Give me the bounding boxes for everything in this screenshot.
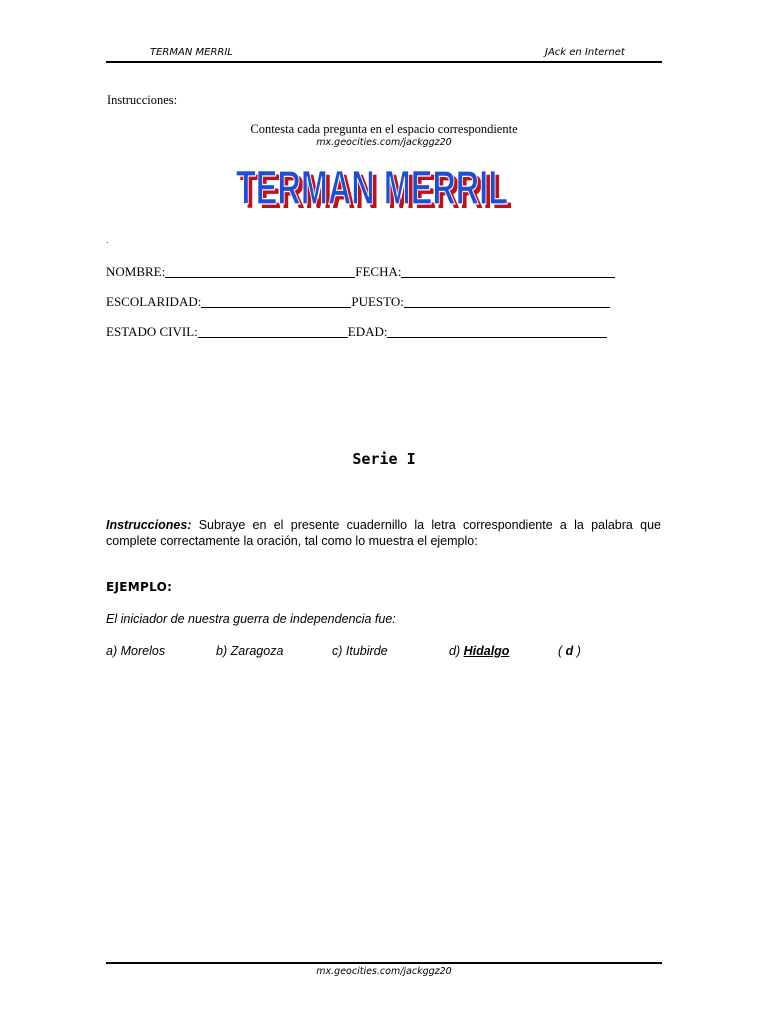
field-label-estado-civil: ESTADO CIVIL:	[106, 324, 198, 339]
logo-shadow-text: TERMAN MERRIL	[240, 166, 512, 219]
form-row-3	[106, 324, 607, 340]
example-answer	[558, 644, 581, 658]
puesto-field[interactable]	[404, 295, 610, 308]
header-author: JAck en Internet	[545, 47, 625, 58]
section-instructions-label: Instrucciones:	[106, 518, 192, 532]
section-instructions-text: Subraye en el presente cuadernillo la letra correspondiente a la palabra que complete correctamente la oración, tal como lo muestra el ejemplo:	[106, 518, 661, 548]
option-text: Zaragoza	[230, 644, 284, 658]
field-label-fecha: FECHA:	[355, 264, 402, 279]
terman-merril-logo	[228, 160, 528, 224]
nombre-field[interactable]	[165, 265, 355, 278]
option-letter: a)	[106, 644, 118, 658]
option-text: Morelos	[120, 644, 166, 658]
example-question: El iniciador de nuestra guerra de independencia fue:	[106, 612, 396, 626]
logo-main-text: TERMAN MERRIL	[236, 162, 508, 215]
answer-letter: d	[565, 644, 574, 658]
separator-dot: .	[106, 236, 109, 245]
option-letter: d)	[449, 644, 461, 658]
section-title: Serie I	[352, 450, 416, 468]
field-label-edad: EDAD:	[347, 324, 388, 339]
estado-civil-field[interactable]	[198, 325, 348, 338]
field-label-escolaridad: ESCOLARIDAD:	[106, 294, 202, 309]
fecha-field[interactable]	[401, 265, 615, 278]
field-label-puesto: PUESTO:	[351, 294, 404, 309]
answer-open: (	[558, 644, 566, 658]
form-row-1	[106, 264, 615, 280]
edad-field[interactable]	[387, 325, 607, 338]
answer-close: )	[573, 644, 581, 658]
example-heading: EJEMPLO:	[106, 580, 173, 594]
header-rule	[106, 61, 662, 63]
header-title: TERMAN MERRIL	[150, 47, 233, 58]
website-link[interactable]: mx.geocities.com/jackggz20	[316, 137, 452, 148]
instructions-label: Instrucciones:	[107, 93, 178, 107]
option-text: Itubirde	[345, 644, 388, 658]
example-option-b[interactable]	[216, 644, 283, 658]
footer-link[interactable]: mx.geocities.com/jackggz20	[316, 966, 452, 977]
example-option-c[interactable]	[332, 644, 388, 658]
option-letter: c)	[332, 644, 343, 658]
logo-wordart	[228, 160, 528, 220]
escolaridad-field[interactable]	[201, 295, 351, 308]
footer-rule	[106, 962, 662, 964]
option-letter: b)	[216, 644, 228, 658]
example-option-d[interactable]	[449, 644, 509, 658]
instructions-subtitle: Contesta cada pregunta en el espacio correspondiente	[250, 122, 518, 136]
field-label-nombre: NOMBRE:	[106, 264, 166, 279]
option-text-selected: Hidalgo	[463, 644, 510, 658]
section-instructions	[106, 517, 661, 549]
example-option-a[interactable]	[106, 644, 165, 658]
form-row-2	[106, 294, 610, 310]
